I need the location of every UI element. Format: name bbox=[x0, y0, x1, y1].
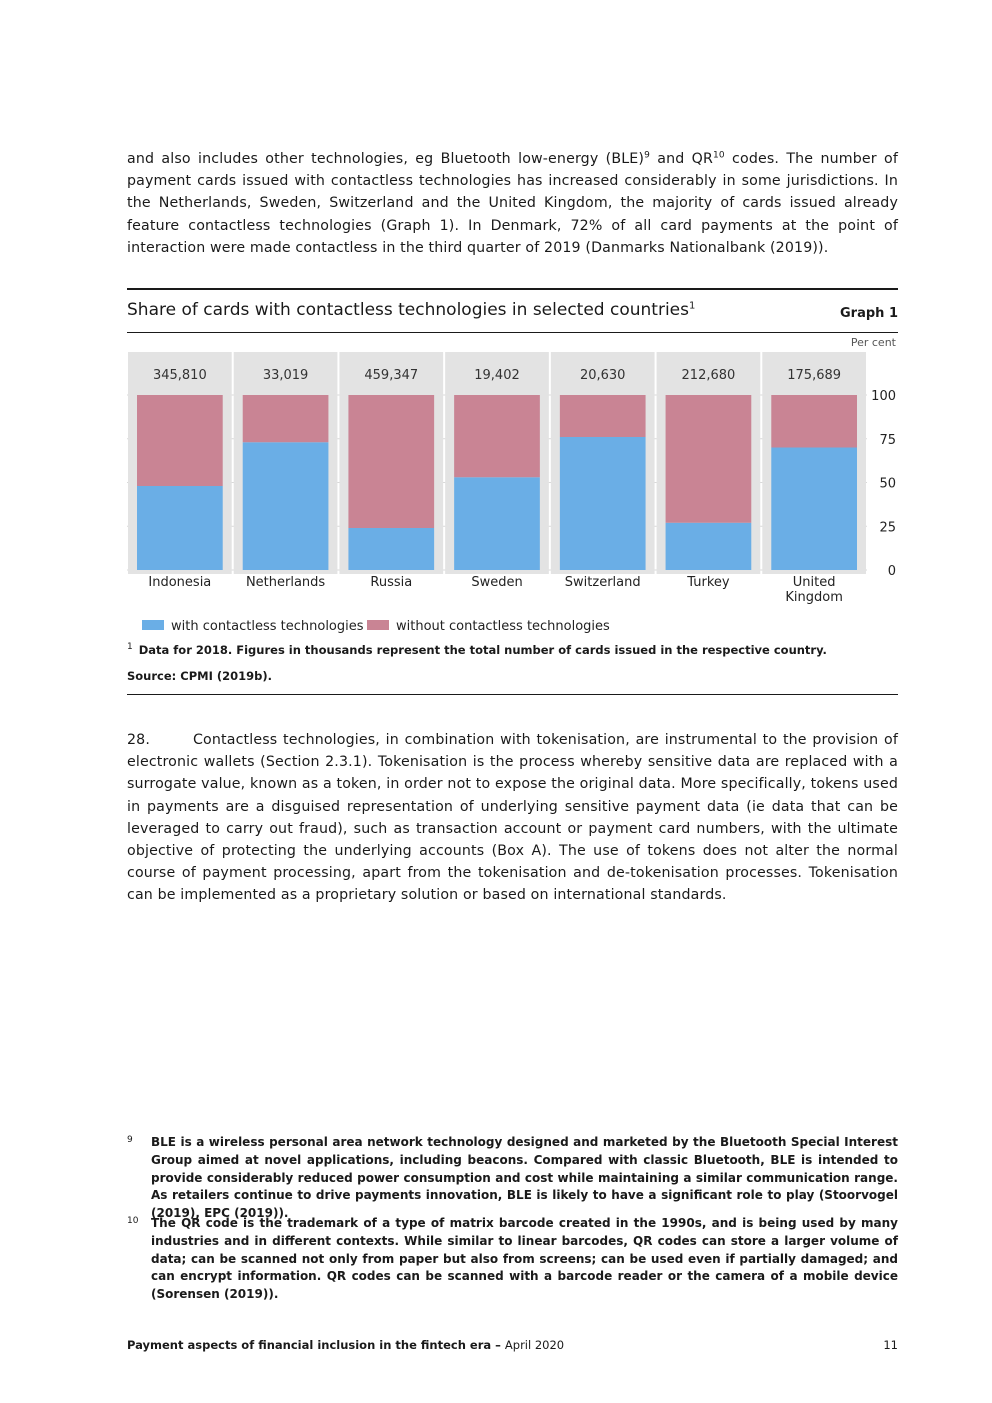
category-label-0: Indonesia bbox=[148, 575, 212, 590]
graph-note-footnote-num: 1 bbox=[127, 642, 133, 652]
bar-with-contactless-technologies-4 bbox=[560, 437, 646, 570]
total-label-3: 19,402 bbox=[474, 368, 520, 383]
graph-top-rule bbox=[127, 288, 898, 290]
bar-without-contactless-technologies-3 bbox=[454, 395, 540, 477]
legend-swatch-1 bbox=[367, 620, 389, 630]
page-number: 11 bbox=[883, 1338, 898, 1352]
unit-label: Per cent bbox=[850, 336, 896, 349]
graph-title-text: Share of cards with contactless technologies in selected countries bbox=[127, 300, 689, 320]
category-label-1: Netherlands bbox=[245, 575, 326, 590]
legend-swatch-0 bbox=[142, 620, 164, 630]
bar-without-contactless-technologies-4 bbox=[560, 395, 646, 437]
legend-label-0: with contactless technologies bbox=[171, 619, 364, 634]
paragraph-28 bbox=[127, 729, 898, 907]
footnote-9-number: 9 bbox=[127, 1135, 133, 1145]
bar-without-contactless-technologies-1 bbox=[243, 395, 329, 442]
footer-date: April 2020 bbox=[504, 1338, 565, 1352]
intro-paragraph bbox=[127, 148, 898, 259]
bar-without-contactless-technologies-2 bbox=[348, 395, 434, 528]
bar-with-contactless-technologies-0 bbox=[137, 486, 223, 570]
total-label-5: 212,680 bbox=[681, 368, 736, 383]
footnote-9-text: BLE is a wireless personal area network technology designed and marketed by the Bluetooth Special Interest Group aimed at novel applications, including beacons. Compared with classic Bluetooth, BLE is intended to provide considerably reduced power consumption and cost while maintaining a similar communication range. As retailers continue to drive payments innovation, BLE is likely to have a significant role to play (Stoorvogel (2019), EPC (2019)). bbox=[151, 1135, 898, 1221]
category-label-4: Switzerland bbox=[564, 575, 641, 590]
y-tick-label: 25 bbox=[879, 520, 896, 536]
bar-with-contactless-technologies-3 bbox=[454, 477, 540, 570]
footnote-10-number: 10 bbox=[127, 1216, 139, 1226]
graph-label: Graph 1 bbox=[840, 306, 898, 321]
category-label-6: Kingdom bbox=[785, 590, 843, 605]
bar-without-contactless-technologies-5 bbox=[666, 395, 752, 523]
stacked-bar-chart bbox=[127, 352, 898, 642]
bar-with-contactless-technologies-5 bbox=[666, 523, 752, 570]
footnote-ref-9[interactable]: 9 bbox=[644, 150, 650, 161]
graph-bottom-rule bbox=[127, 694, 898, 695]
footer-title-text: Payment aspects of financial inclusion in the fintech era – bbox=[127, 1338, 505, 1352]
bar-with-contactless-technologies-1 bbox=[243, 442, 329, 570]
bar-without-contactless-technologies-6 bbox=[771, 395, 857, 448]
total-label-1: 33,019 bbox=[262, 368, 309, 383]
graph-note bbox=[127, 642, 898, 657]
graph-note-text: Data for 2018. Figures in thousands represent the total number of cards issued in the respective country. bbox=[138, 642, 827, 657]
para1-text-b: and QR bbox=[649, 151, 713, 167]
total-label-6: 175,689 bbox=[787, 368, 842, 383]
total-label-4: 20,630 bbox=[579, 368, 626, 383]
category-label-2: Russia bbox=[370, 575, 413, 590]
y-tick-label: 75 bbox=[879, 432, 896, 448]
total-label-0: 345,810 bbox=[152, 368, 207, 383]
y-tick-label: 50 bbox=[879, 476, 896, 492]
bar-with-contactless-technologies-6 bbox=[771, 448, 857, 571]
graph-title bbox=[127, 300, 695, 320]
total-label-2: 459,347 bbox=[364, 368, 419, 383]
y-tick-label: 100 bbox=[871, 389, 896, 404]
para1-text-c: codes. The number of payment cards issued with contactless technologies has increased considerably in some jurisdictions. In the Netherlands, Sweden, Switzerland and the United Kingdom, the majority of cards issued already feature contactless technologies (Graph 1). In Denmark, 72% of all card payments at the point of interaction were made contactless in the third quarter of 2019 (Danmarks Nationalbank (2019)). bbox=[127, 151, 898, 256]
footnote-10 bbox=[127, 1215, 898, 1304]
graph-title-rule bbox=[127, 332, 898, 333]
graph-title-footnote-ref: 1 bbox=[688, 300, 696, 312]
footer-title bbox=[127, 1338, 564, 1352]
bar-with-contactless-technologies-2 bbox=[348, 528, 434, 570]
chart-svg bbox=[127, 352, 898, 642]
category-label-6: United bbox=[792, 575, 836, 590]
bar-without-contactless-technologies-0 bbox=[137, 395, 223, 486]
footnote-9 bbox=[127, 1134, 898, 1223]
category-label-5: Turkey bbox=[687, 575, 730, 590]
footnote-ref-10[interactable]: 10 bbox=[713, 150, 725, 161]
graph-source: Source: CPMI (2019b). bbox=[127, 669, 272, 683]
paragraph-number: 28. bbox=[127, 732, 151, 748]
category-label-3: Sweden bbox=[471, 575, 523, 590]
y-tick-label: 0 bbox=[887, 564, 896, 579]
paragraph-28-text: Contactless technologies, in combination with tokenisation, are instrumental to the provision of electronic wallets (Section 2.3.1). Tokenisation is the process whereby sensitive data are replaced with a surrogate value, known as a token, in order not to expose the original data. More specifically, tokens used in payments are a disguised representation of underlying sensitive payment data (ie data that can be leveraged to carry out fraud), such as transaction account or payment card numbers, with the ultimate objective of protecting the underlying accounts (Box A). The use of tokens does not alter the normal course of payment processing, apart from the tokenisation and de-tokenisation processes. Tokenisation can be implemented as a proprietary solution or based on international standards. bbox=[127, 732, 898, 904]
footnote-10-text: The QR code is the trademark of a type of matrix barcode created in the 1990s, and is being used by many industries and in different contexts. While similar to linear barcodes, QR codes can store a larger volume of data; can be scanned not only from paper but also from screens; can be used even if partially damaged; and can encrypt information. QR codes can be scanned with a barcode reader or the camera of a mobile device (Sorensen (2019)). bbox=[151, 1216, 898, 1302]
para1-text-a: and also includes other technologies, eg Bluetooth low-energy (BLE) bbox=[127, 151, 645, 167]
legend-label-1: without contactless technologies bbox=[396, 619, 610, 634]
